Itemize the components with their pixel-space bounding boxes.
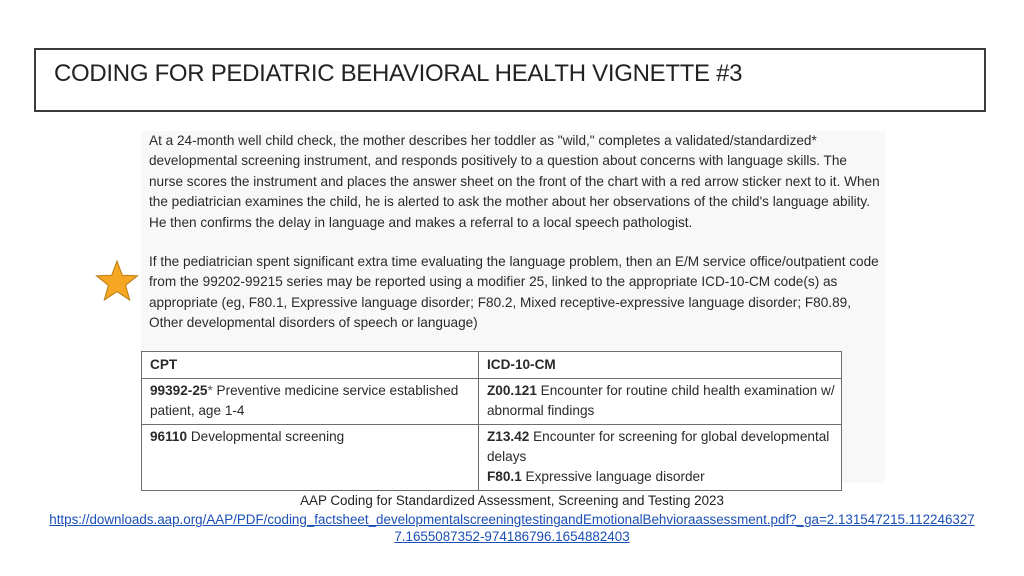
icd-description: Encounter for routine child health examination w/ abnormal findings: [487, 383, 835, 418]
icd-header: ICD-10-CM: [479, 352, 842, 379]
icd-entry: [487, 427, 835, 467]
table-row: [142, 425, 842, 491]
asterisk-mark: *: [207, 383, 213, 398]
slide-title: CODING FOR PEDIATRIC BEHAVIORAL HEALTH VIGNETTE #3: [54, 60, 743, 87]
cpt-cell: [142, 425, 479, 491]
icd-code: Z13.42: [487, 429, 530, 444]
icd-cell: [479, 379, 842, 425]
icd-description: Encounter for screening for global developmental delays: [487, 429, 830, 464]
cpt-header: CPT: [142, 352, 479, 379]
coding-guidance-paragraph: If the pediatrician spent significant extra time evaluating the language problem, then an E/M service office/outpatient code from the 99202-99215 series may be reported using a modifier 25, linked to the appropriate ICD-10-CM code(s) as appropriate (eg, F80.1, Expressive language disorder; F80.2, Mixed receptive-expressive language disorder; F80.89, Other developmental disorders of speech or language): [149, 254, 879, 331]
cpt-code: 96110: [150, 429, 188, 444]
cpt-description: Preventive medicine service established patient, age 1-4: [150, 383, 459, 418]
vignette-paragraph: At a 24-month well child check, the mother describes her toddler as "wild," completes a validated/standardized* developmental screening instrument, and responds positively to a question about concerns with language skills. The nurse scores the instrument and places the answer sheet on the front of the chart with a red arrow sticker next to it. When the pediatrician examines the child, he is alerted to ask the mother about her observations of the child's language ability. He then confirms the delay in language and makes a referral to a local speech pathologist.: [149, 133, 880, 230]
icd-description: Expressive language disorder: [521, 469, 705, 484]
cpt-description: Developmental screening: [187, 429, 345, 444]
citation-text: AAP Coding for Standardized Assessment, Screening and Testing 2023: [300, 493, 724, 508]
icd-entry: [487, 381, 835, 421]
cpt-cell: [142, 379, 479, 425]
icd-code: Z00.121: [487, 383, 537, 398]
citation-link[interactable]: https://downloads.aap.org/AAP/PDF/coding_factsheet_developmentalscreeningtestingandEmotionalBehvioraassessment.pdf?_ga=2.131547215.1122463277.1655087352-974186796.1654882403: [49, 512, 975, 544]
cpt-code: 99392-25: [150, 383, 208, 398]
coding-table: [141, 351, 842, 491]
icd-entry: [487, 467, 835, 487]
title-box: [34, 48, 986, 112]
icd-code: F80.1: [487, 469, 522, 484]
table-row: [142, 379, 842, 425]
icd-cell: [479, 425, 842, 491]
table-header-row: [142, 352, 842, 379]
star-icon: [95, 259, 139, 303]
